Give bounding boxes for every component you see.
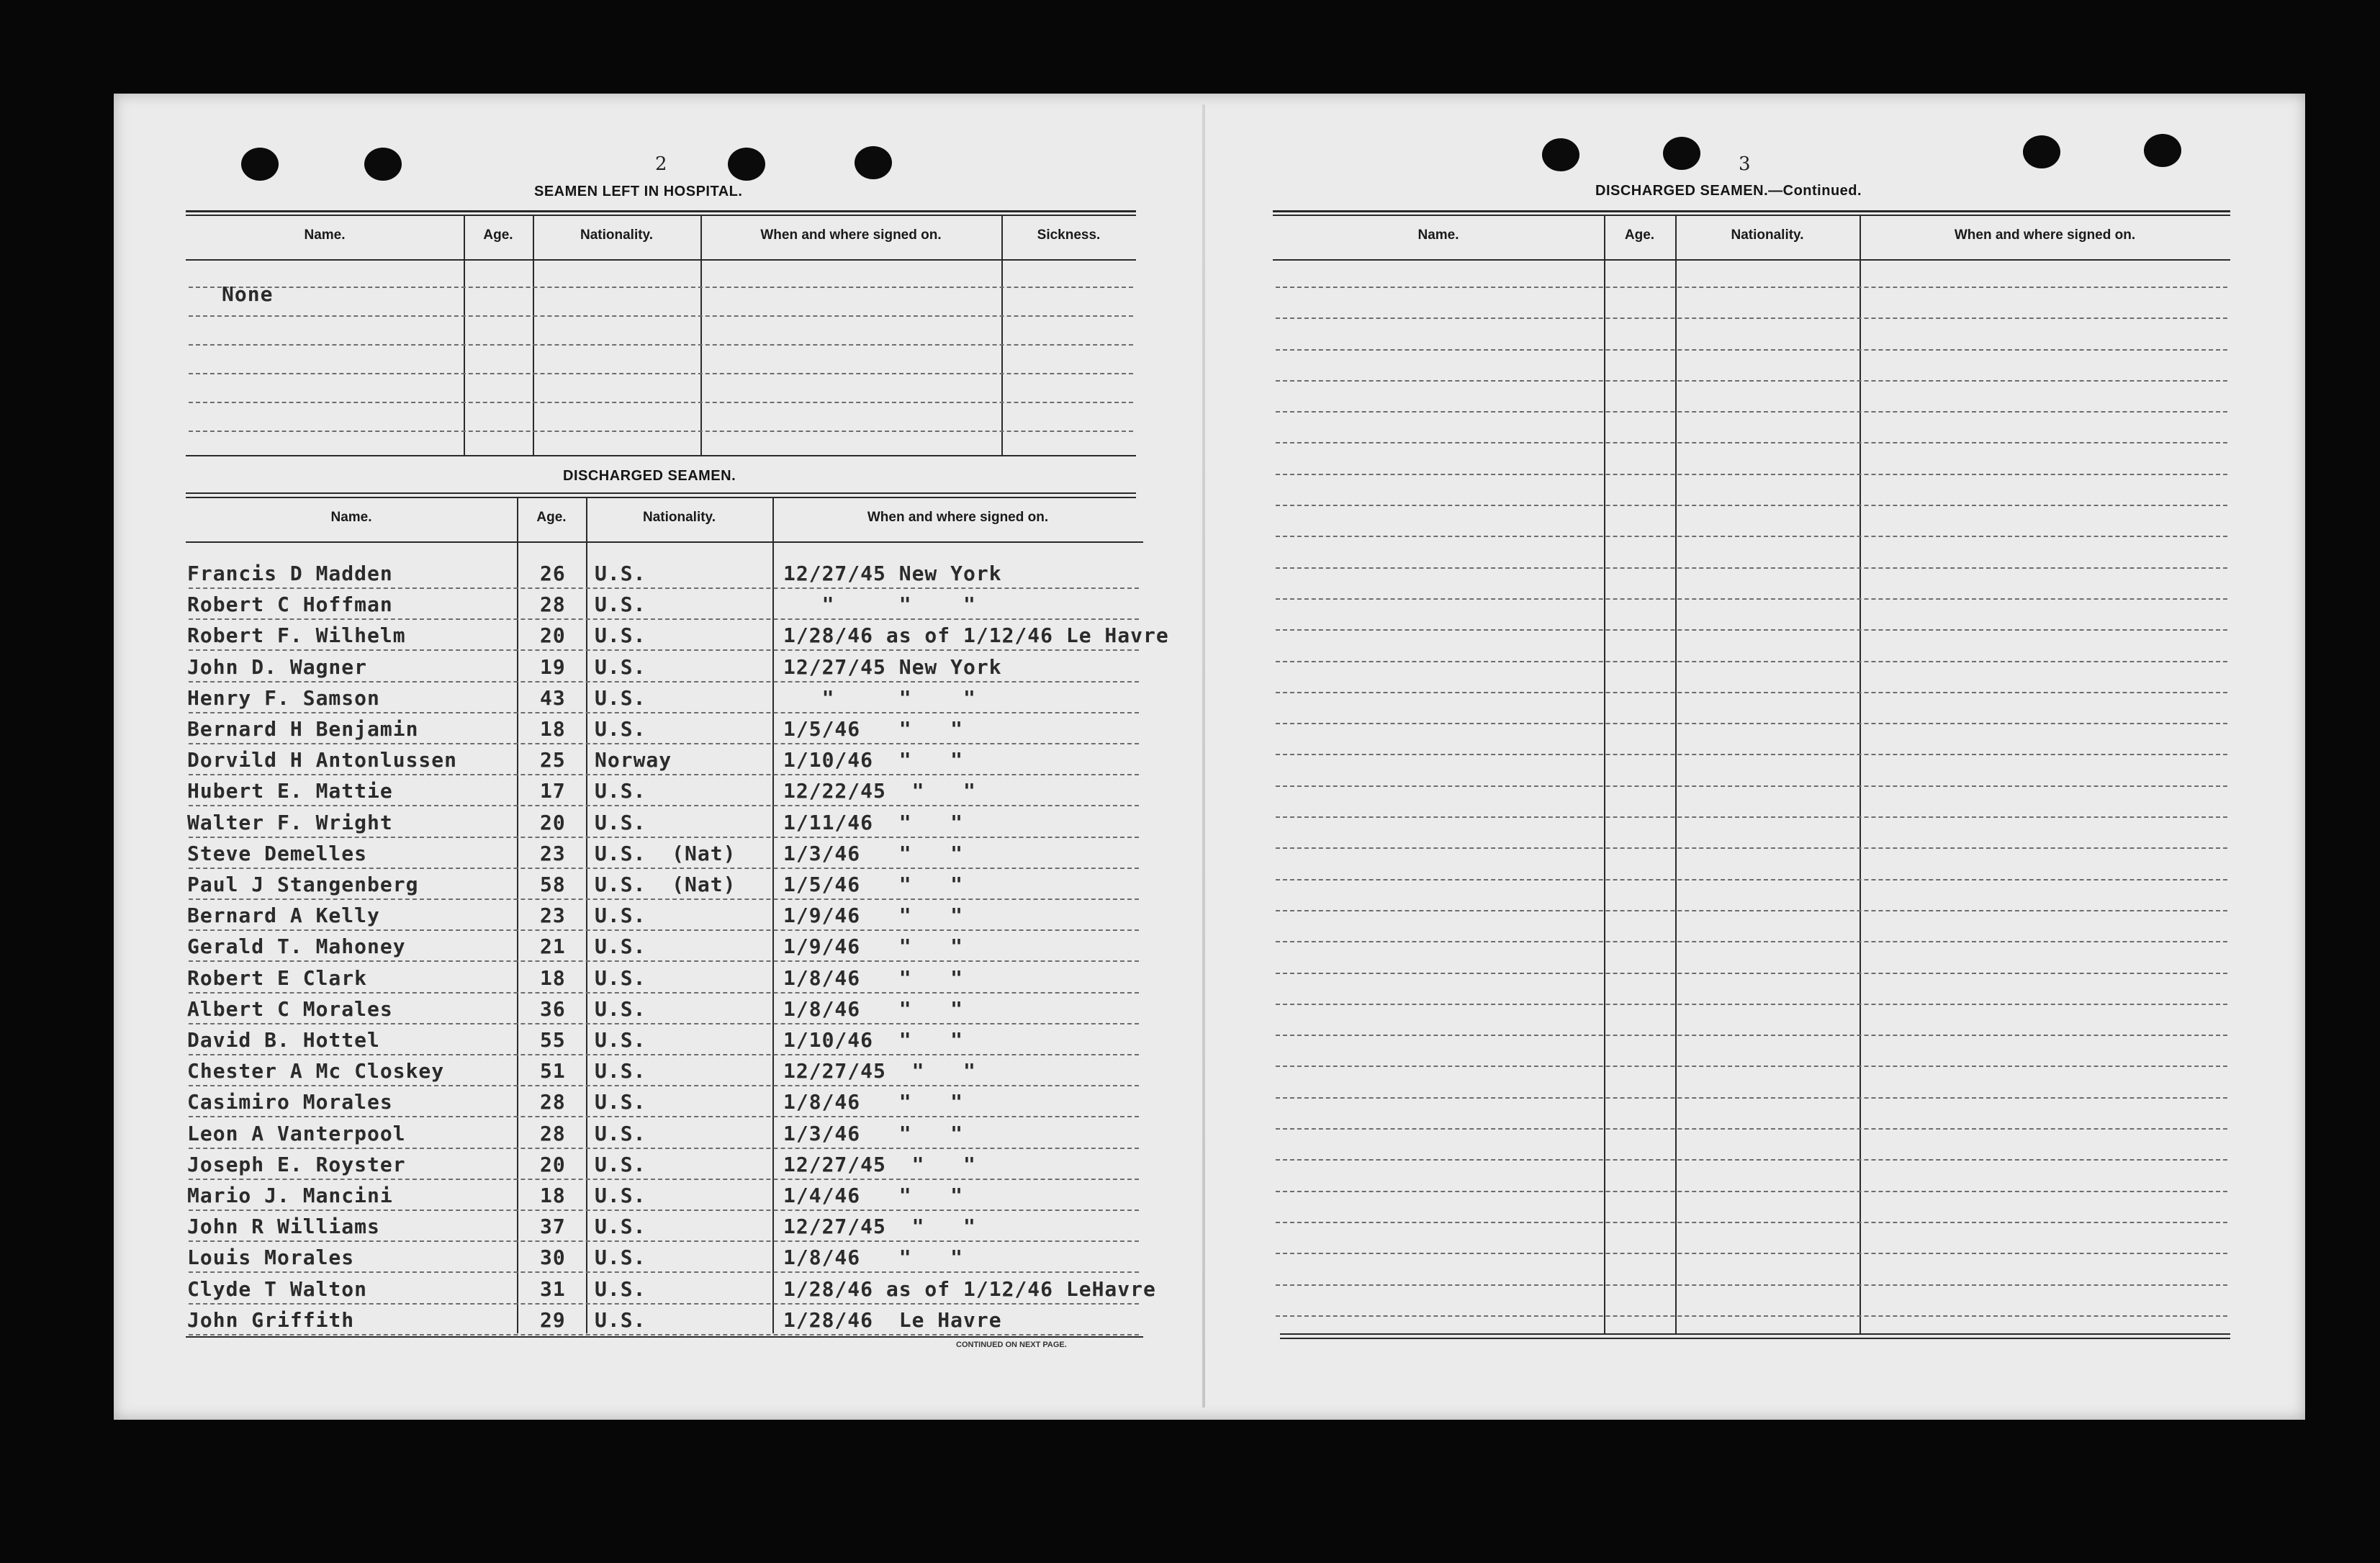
seaman-signed-on: 1/8/46 " " <box>783 997 964 1021</box>
seaman-age: 31 <box>540 1277 566 1301</box>
seaman-name: John D. Wagner <box>187 655 368 679</box>
binder-hole <box>1663 137 1700 170</box>
seaman-age: 25 <box>540 748 566 772</box>
seaman-nationality: U.S. <box>595 1246 646 1269</box>
seaman-nationality: U.S. <box>595 717 646 741</box>
seaman-nationality: U.S. <box>595 904 646 927</box>
hospital-col-nationality: Nationality. <box>580 228 653 243</box>
discharged-col-signed-on: When and where signed on. <box>867 510 1049 525</box>
seaman-signed-on: 1/9/46 " " <box>783 934 964 958</box>
seaman-age: 19 <box>540 655 566 679</box>
seaman-nationality: U.S. <box>595 934 646 958</box>
hospital-col-age: Age. <box>483 228 513 243</box>
seaman-signed-on: 12/27/45 New York <box>783 562 1002 585</box>
seaman-name: Walter F. Wright <box>187 811 393 834</box>
seaman-name: Henry F. Samson <box>187 686 380 710</box>
binder-hole <box>1542 138 1579 171</box>
seaman-age: 20 <box>540 811 566 834</box>
seaman-nationality: U.S. <box>595 1277 646 1301</box>
seaman-age: 37 <box>540 1215 566 1238</box>
discharged-col-nationality: Nationality. <box>643 510 716 525</box>
seaman-age: 18 <box>540 966 566 990</box>
seaman-name: Louis Morales <box>187 1246 355 1269</box>
seaman-nationality: U.S. <box>595 623 646 647</box>
continued-note: CONTINUED ON NEXT PAGE. <box>956 1341 1067 1349</box>
seaman-nationality: U.S. <box>595 1028 646 1052</box>
binder-hole <box>855 146 892 179</box>
seaman-nationality: U.S. <box>595 1059 646 1083</box>
seaman-age: 28 <box>540 1090 566 1114</box>
seaman-age: 28 <box>540 1122 566 1145</box>
seaman-signed-on: 1/8/46 " " <box>783 966 964 990</box>
seaman-nationality: Norway <box>595 748 672 772</box>
right-section-title: DISCHARGED SEAMEN.—Continued. <box>1595 183 1862 199</box>
seaman-nationality: U.S. <box>595 1090 646 1114</box>
seaman-nationality: U.S. <box>595 779 646 803</box>
seaman-nationality: U.S. <box>595 1184 646 1207</box>
page-number-left: 2 <box>655 153 667 175</box>
seaman-nationality: U.S. <box>595 811 646 834</box>
seaman-signed-on: 1/4/46 " " <box>783 1184 964 1207</box>
right-col-name: Name. <box>1417 228 1459 243</box>
discharged-col-name: Name. <box>330 510 372 525</box>
seaman-signed-on: 1/9/46 " " <box>783 904 964 927</box>
seaman-name: John R Williams <box>187 1215 380 1238</box>
hospital-section-title: SEAMEN LEFT IN HOSPITAL. <box>534 184 743 199</box>
seaman-name: Dorvild H Antonlussen <box>187 748 458 772</box>
seaman-nationality: U.S. <box>595 1308 646 1332</box>
seaman-nationality: U.S. <box>595 562 646 585</box>
discharged-section-title: DISCHARGED SEAMEN. <box>563 468 736 484</box>
hospital-col-signed-on: When and where signed on. <box>760 228 942 243</box>
seaman-nationality: U.S. <box>595 966 646 990</box>
seaman-signed-on: 1/10/46 " " <box>783 748 964 772</box>
seaman-signed-on: 1/3/46 " " <box>783 1122 964 1145</box>
seaman-name: Leon A Vanterpool <box>187 1122 406 1145</box>
seaman-age: 28 <box>540 593 566 616</box>
seaman-name: Bernard H Benjamin <box>187 717 419 741</box>
seaman-nationality: U.S. <box>595 593 646 616</box>
seaman-name: Joseph E. Royster <box>187 1153 406 1176</box>
seaman-name: Mario J. Mancini <box>187 1184 393 1207</box>
seaman-nationality: U.S. <box>595 997 646 1021</box>
binder-hole <box>728 148 765 181</box>
seaman-age: 51 <box>540 1059 566 1083</box>
hospital-col-name: Name. <box>304 228 346 243</box>
hospital-col-sickness: Sickness. <box>1037 228 1101 243</box>
seaman-name: Robert F. Wilhelm <box>187 623 406 647</box>
seaman-name: Robert E Clark <box>187 966 368 990</box>
seaman-nationality: U.S. <box>595 1215 646 1238</box>
seaman-name: David B. Hottel <box>187 1028 380 1052</box>
seaman-signed-on: 1/10/46 " " <box>783 1028 964 1052</box>
seaman-age: 36 <box>540 997 566 1021</box>
seaman-signed-on: 1/28/46 as of 1/12/46 Le Havre <box>783 623 1169 647</box>
seaman-signed-on: 1/8/46 " " <box>783 1246 964 1269</box>
seaman-nationality: U.S. <box>595 1153 646 1176</box>
seaman-name: Steve Demelles <box>187 842 368 865</box>
seaman-name: John Griffith <box>187 1308 355 1332</box>
binder-hole <box>241 148 279 181</box>
seaman-name: Chester A Mc Closkey <box>187 1059 445 1083</box>
seaman-name: Casimiro Morales <box>187 1090 393 1114</box>
right-col-nationality: Nationality. <box>1731 228 1804 243</box>
hospital-top-rule <box>186 210 1136 212</box>
seaman-name: Francis D Madden <box>187 562 393 585</box>
seaman-signed-on: 12/27/45 " " <box>783 1215 976 1238</box>
seaman-nationality: U.S. <box>595 655 646 679</box>
seaman-age: 30 <box>540 1246 566 1269</box>
seaman-name: Albert C Morales <box>187 997 393 1021</box>
binder-hole <box>364 148 402 181</box>
binder-hole <box>2144 134 2181 167</box>
hospital-entry: None <box>222 282 274 306</box>
seaman-age: 20 <box>540 1153 566 1176</box>
seaman-signed-on: 12/27/45 " " <box>783 1153 976 1176</box>
seaman-signed-on: 1/5/46 " " <box>783 717 964 741</box>
seaman-name: Bernard A Kelly <box>187 904 380 927</box>
page-number-right: 3 <box>1739 153 1751 175</box>
seaman-name: Hubert E. Mattie <box>187 779 393 803</box>
seaman-age: 23 <box>540 904 566 927</box>
seaman-signed-on: 1/28/46 Le Havre <box>783 1308 1002 1332</box>
seaman-age: 55 <box>540 1028 566 1052</box>
seaman-nationality: U.S. (Nat) <box>595 873 736 896</box>
seaman-name: Clyde T Walton <box>187 1277 368 1301</box>
seaman-name: Gerald T. Mahoney <box>187 934 406 958</box>
right-col-signed-on: When and where signed on. <box>1954 228 2136 243</box>
seaman-age: 17 <box>540 779 566 803</box>
seaman-age: 18 <box>540 1184 566 1207</box>
seaman-signed-on: 1/11/46 " " <box>783 811 964 834</box>
seaman-age: 29 <box>540 1308 566 1332</box>
seaman-nationality: U.S. (Nat) <box>595 842 736 865</box>
page-fold <box>1202 104 1205 1407</box>
seaman-signed-on: 1/8/46 " " <box>783 1090 964 1114</box>
seaman-signed-on: 12/27/45 New York <box>783 655 1002 679</box>
seaman-age: 20 <box>540 623 566 647</box>
seaman-age: 43 <box>540 686 566 710</box>
seaman-signed-on: 1/3/46 " " <box>783 842 964 865</box>
discharged-col-age: Age. <box>536 510 567 525</box>
seaman-age: 18 <box>540 717 566 741</box>
seaman-nationality: U.S. <box>595 1122 646 1145</box>
seaman-name: Robert C Hoffman <box>187 593 393 616</box>
seaman-age: 21 <box>540 934 566 958</box>
seaman-nationality: U.S. <box>595 686 646 710</box>
seaman-age: 58 <box>540 873 566 896</box>
seaman-signed-on: " " " <box>783 686 976 710</box>
seaman-signed-on: 12/27/45 " " <box>783 1059 976 1083</box>
seaman-signed-on: 1/28/46 as of 1/12/46 LeHavre <box>783 1277 1156 1301</box>
seaman-signed-on: " " " <box>783 593 976 616</box>
seaman-signed-on: 12/22/45 " " <box>783 779 976 803</box>
binder-hole <box>2023 135 2060 168</box>
seaman-age: 23 <box>540 842 566 865</box>
seaman-name: Paul J Stangenberg <box>187 873 419 896</box>
right-col-age: Age. <box>1624 228 1655 243</box>
seaman-signed-on: 1/5/46 " " <box>783 873 964 896</box>
seaman-age: 26 <box>540 562 566 585</box>
